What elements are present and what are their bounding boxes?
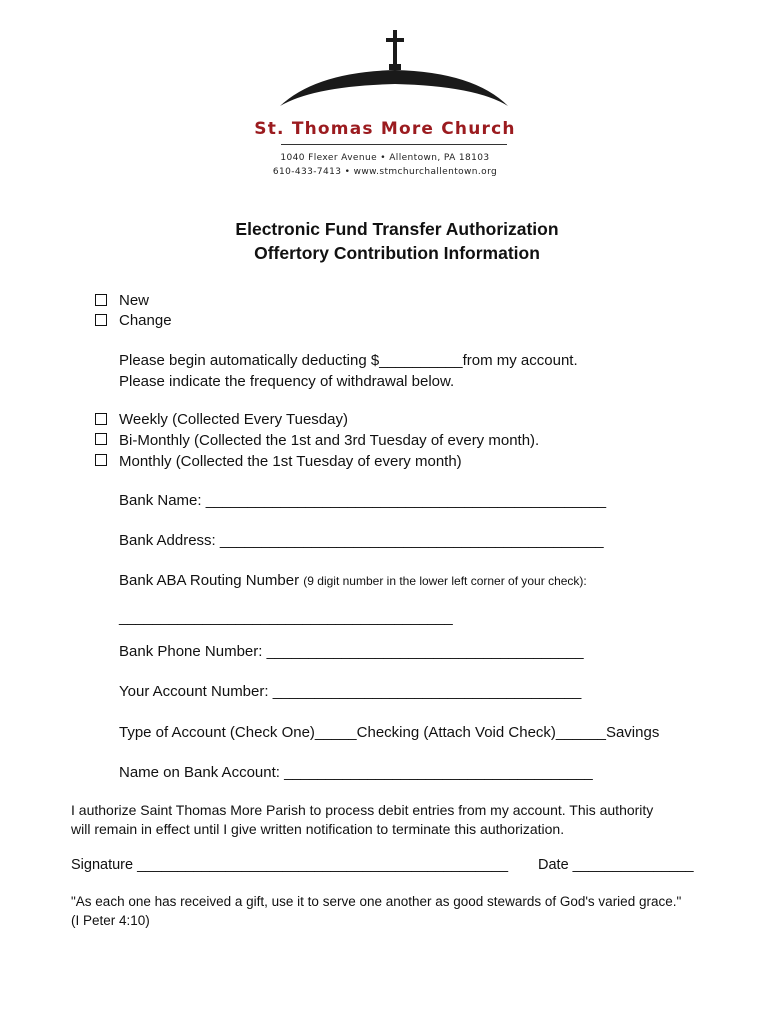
bank-address-field[interactable]: Bank Address: ______________________________________________ (119, 532, 604, 549)
signature-field[interactable]: Signature ______________________________________________ (71, 857, 509, 873)
logo-divider (281, 144, 507, 145)
weekly-option-label: Weekly (Collected Every Tuesday) (119, 411, 348, 428)
frequency-instruction: Please indicate the frequency of withdrawal below. (119, 373, 455, 390)
routing-note: (9 digit number in the lower left corner of your check): (303, 574, 587, 588)
form-title: Electronic Fund Transfer Authorization (235, 219, 559, 239)
name-on-account-field[interactable]: Name on Bank Account: _____________________________________ (119, 764, 593, 781)
bank-phone-field[interactable]: Bank Phone Number: ______________________________________ (119, 643, 584, 660)
church-contact: 610-433-7413 • www.stmchurchallentown.org (272, 167, 498, 177)
church-logo (0, 26, 770, 186)
cross-and-roof-emblem-icon (276, 26, 512, 116)
monthly-option-label: Monthly (Collected the 1st Tuesday of every month) (119, 453, 462, 470)
authorization-text-line2: will remain in effect until I give written notification to terminate this authorization. (71, 821, 565, 837)
church-name: St. Thomas More Church (254, 119, 516, 139)
bimonthly-checkbox[interactable] (95, 433, 107, 445)
scripture-reference: (I Peter 4:10) (71, 913, 150, 928)
account-type-field[interactable]: Type of Account (Check One)_____Checking (Attach Void Check)______Savings (119, 724, 660, 741)
authorization-text-line1: I authorize Saint Thomas More Parish to process debit entries from my account. This authority (71, 802, 654, 818)
church-address: 1040 Flexer Avenue • Allentown, PA 18103 (280, 153, 490, 163)
change-checkbox[interactable] (95, 314, 107, 326)
account-number-field[interactable]: Your Account Number: _____________________________________ (119, 683, 582, 700)
bank-name-field[interactable]: Bank Name: ________________________________________________ (119, 492, 607, 509)
form-subtitle: Offertory Contribution Information (254, 243, 540, 263)
new-checkbox[interactable] (95, 294, 107, 306)
deduction-amount-line[interactable]: Please begin automatically deducting $__________from my account. (119, 352, 578, 369)
routing-number-field[interactable]: ________________________________________ (119, 609, 453, 626)
weekly-checkbox[interactable] (95, 413, 107, 425)
scripture-quote: "As each one has received a gift, use it to serve one another as good stewards of God's varied grace." (71, 894, 682, 909)
monthly-checkbox[interactable] (95, 454, 107, 466)
new-option-label: New (119, 292, 150, 309)
bimonthly-option-label: Bi-Monthly (Collected the 1st and 3rd Tuesday of every month). (119, 432, 540, 449)
routing-number-label (119, 572, 587, 589)
change-option-label: Change (119, 312, 172, 329)
date-field[interactable]: Date _______________ (538, 857, 694, 873)
routing-label: Bank ABA Routing Number (119, 572, 300, 589)
